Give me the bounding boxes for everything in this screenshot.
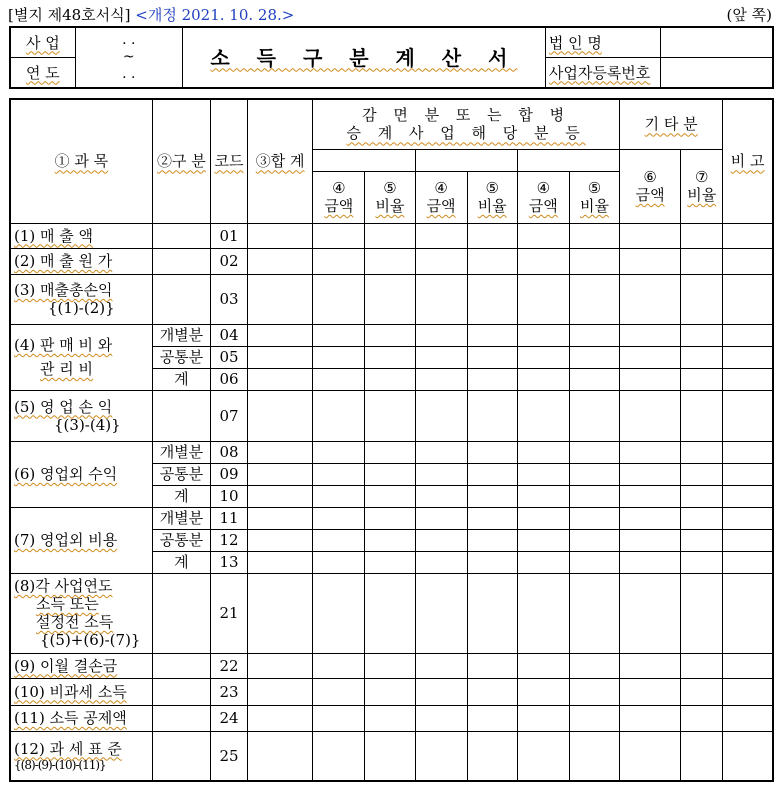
col-total: ③합 계 [248,99,313,223]
cell[interactable] [723,390,773,441]
row-label: (11) 소득 공제액 [10,705,152,731]
row-label: (5) 영 업 손 익 {(3)-(4)} [10,390,152,441]
income-classification-table [9,98,774,782]
cell[interactable] [681,390,723,441]
form-header-line [8,4,774,24]
cell[interactable] [517,248,569,274]
row-label: (3) 매출총손익 {(1)-(2)} [10,274,152,324]
period-tilde: ~ [122,49,135,66]
cell[interactable] [248,678,313,705]
cell[interactable] [569,731,619,781]
row-code: 06 [211,368,248,390]
cell[interactable] [415,705,467,731]
row-division: 개별분 [152,441,210,463]
cell[interactable] [681,551,723,573]
cell[interactable] [313,324,365,346]
reduction-line-1: 감 면 분 또 는 합 병 [362,106,571,125]
cell[interactable] [517,507,569,529]
row-division: 계 [152,368,210,390]
table-row [10,731,773,781]
cell[interactable] [365,324,415,346]
col-other-group: 기 타 분 [620,99,723,149]
row-code: 04 [211,324,248,346]
cell[interactable] [248,551,313,573]
row-label: (10) 비과세 소득 [10,678,152,705]
cell[interactable] [365,529,415,551]
cell[interactable] [365,705,415,731]
row-code: 11 [211,507,248,529]
cell[interactable] [467,390,517,441]
cell[interactable] [569,485,619,507]
cell[interactable] [365,731,415,781]
cell[interactable] [467,274,517,324]
cell[interactable] [681,705,723,731]
cell[interactable] [681,223,723,248]
cell[interactable] [248,368,313,390]
cell[interactable] [620,346,681,368]
revision-date: <개정 2021. 10. 28.> [135,6,295,24]
cell[interactable] [681,731,723,781]
cell[interactable] [365,248,415,274]
row-label: (1) 매 출 액 [10,223,152,248]
cell[interactable] [415,324,467,346]
cell[interactable] [723,705,773,731]
cell[interactable] [517,705,569,731]
cell[interactable] [467,368,517,390]
col-code: 코드 [211,99,248,223]
cell[interactable] [620,441,681,463]
cell[interactable] [313,529,365,551]
cell[interactable] [681,346,723,368]
cell[interactable] [248,463,313,485]
cell[interactable] [723,463,773,485]
cell[interactable] [313,463,365,485]
cell[interactable] [620,274,681,324]
cell[interactable] [517,573,569,653]
cell[interactable] [723,485,773,507]
document-title: 소 득 구 분 계 산 서 [182,27,545,88]
cell[interactable] [313,551,365,573]
cell[interactable] [723,223,773,248]
cell[interactable] [569,274,619,324]
form-number-text: [별지 제48호서식] [8,6,131,24]
cell[interactable] [248,223,313,248]
cell[interactable] [313,248,365,274]
row-division[interactable] [152,678,210,705]
cell[interactable] [681,463,723,485]
cell[interactable] [415,223,467,248]
cell[interactable] [313,223,365,248]
cell[interactable] [620,248,681,274]
row-label: (12) 과 세 표 준 {(8)-(9)-(10)-(11)} [10,731,152,781]
row-division[interactable] [152,653,210,678]
cell[interactable] [569,463,619,485]
cell[interactable] [365,368,415,390]
cell[interactable] [569,346,619,368]
cell[interactable] [723,248,773,274]
col-amount-3: ④ 금액 [517,171,569,223]
cell[interactable] [248,248,313,274]
cell[interactable] [467,551,517,573]
cell[interactable] [415,248,467,274]
table-row [10,390,773,441]
cell[interactable] [723,551,773,573]
row-code: 21 [211,573,248,653]
table-row [10,678,773,705]
corp-name-value[interactable] [661,27,773,58]
reduction-subgroup-1[interactable] [313,149,415,171]
row-division: 계 [152,485,210,507]
reduction-subgroup-2[interactable] [415,149,517,171]
cell[interactable] [681,485,723,507]
cell[interactable] [723,678,773,705]
cell[interactable] [365,390,415,441]
cell[interactable] [517,551,569,573]
row-label: (2) 매 출 원 가 [10,248,152,274]
cell[interactable] [313,731,365,781]
table-row [10,573,773,653]
col-remark: 비 고 [723,99,773,223]
cell[interactable] [313,705,365,731]
cell[interactable] [313,346,365,368]
cell[interactable] [517,678,569,705]
table-row [10,324,773,346]
row-code: 03 [211,274,248,324]
business-year-label-1: 사 업 [10,27,75,58]
cell[interactable] [467,705,517,731]
cell[interactable] [248,573,313,653]
cell[interactable] [517,731,569,781]
cell[interactable] [517,274,569,324]
cell[interactable] [248,390,313,441]
cell[interactable] [681,678,723,705]
cell[interactable] [313,653,365,678]
cell[interactable] [681,441,723,463]
cell[interactable] [365,653,415,678]
cell[interactable] [517,529,569,551]
cell[interactable] [723,529,773,551]
row-code: 25 [211,731,248,781]
cell[interactable] [723,573,773,653]
cell[interactable] [467,573,517,653]
cell[interactable] [569,705,619,731]
cell[interactable] [620,485,681,507]
cell[interactable] [415,551,467,573]
cell[interactable] [313,441,365,463]
cell[interactable] [569,678,619,705]
row-division: 계 [152,551,210,573]
cell[interactable] [467,248,517,274]
cell[interactable] [415,441,467,463]
cell[interactable] [723,441,773,463]
header-table [9,26,774,89]
cell[interactable] [620,463,681,485]
cell[interactable] [313,274,365,324]
reduction-line-2: 승 계 사 업 해 당 분 등 [346,124,586,143]
cell[interactable] [681,529,723,551]
cell[interactable] [365,274,415,324]
cell[interactable] [467,731,517,781]
cell[interactable] [569,573,619,653]
cell[interactable] [248,507,313,529]
cell[interactable] [467,678,517,705]
row-division: 공통분 [152,529,210,551]
cell[interactable] [467,324,517,346]
table-row [10,223,773,248]
cell[interactable] [467,653,517,678]
cell[interactable] [365,551,415,573]
cell[interactable] [620,705,681,731]
row-code: 12 [211,529,248,551]
cell[interactable] [517,368,569,390]
cell[interactable] [620,551,681,573]
cell[interactable] [415,573,467,653]
period-start: . . [122,32,136,49]
cell[interactable] [467,507,517,529]
cell[interactable] [569,529,619,551]
cell[interactable] [517,653,569,678]
cell[interactable] [313,678,365,705]
cell[interactable] [620,368,681,390]
row-code: 22 [211,653,248,678]
col-other-ratio: ⑦ 비율 [681,149,723,223]
cell[interactable] [248,653,313,678]
cell[interactable] [248,705,313,731]
cell[interactable] [248,731,313,781]
cell[interactable] [415,678,467,705]
row-code: 07 [211,390,248,441]
cell[interactable] [620,324,681,346]
cell[interactable] [467,346,517,368]
row-label: (6) 영업외 수익 [10,441,152,507]
cell[interactable] [569,507,619,529]
row-code: 24 [211,705,248,731]
cell[interactable] [681,368,723,390]
period-end: . . [122,65,136,82]
cell[interactable] [365,485,415,507]
cell[interactable] [415,529,467,551]
cell[interactable] [723,731,773,781]
row-code: 09 [211,463,248,485]
cell[interactable] [365,678,415,705]
col-ratio-1: ⑤ 비율 [365,171,415,223]
table-row [10,274,773,324]
table-row [10,441,773,463]
row-code: 23 [211,678,248,705]
table-row [10,248,773,274]
biz-reg-value[interactable] [661,58,773,89]
cell[interactable] [415,368,467,390]
cell[interactable] [313,485,365,507]
cell[interactable] [620,573,681,653]
cell[interactable] [365,463,415,485]
page-side: (앞 쪽) [726,6,772,24]
row-label: (7) 영업외 비용 [10,507,152,573]
cell[interactable] [365,346,415,368]
cell[interactable] [415,507,467,529]
cell[interactable] [313,507,365,529]
cell[interactable] [620,529,681,551]
cell[interactable] [365,441,415,463]
cell[interactable] [415,274,467,324]
cell[interactable] [620,223,681,248]
cell[interactable] [415,485,467,507]
cell[interactable] [723,274,773,324]
cell[interactable] [248,324,313,346]
row-code: 13 [211,551,248,573]
cell[interactable] [365,507,415,529]
cell[interactable] [467,485,517,507]
cell[interactable] [723,653,773,678]
row-label: (4) 판 매 비 와 관 리 비 [10,324,152,390]
cell[interactable] [517,463,569,485]
table-row [10,705,773,731]
cell[interactable] [681,653,723,678]
cell[interactable] [467,223,517,248]
row-division[interactable] [152,705,210,731]
cell[interactable] [467,463,517,485]
cell[interactable] [248,346,313,368]
biz-reg-label: 사업자등록번호 [545,58,660,89]
business-year-period[interactable] [75,27,182,88]
cell[interactable] [313,390,365,441]
cell[interactable] [620,653,681,678]
business-year-label-2: 연 도 [10,58,75,89]
cell[interactable] [467,441,517,463]
cell[interactable] [620,731,681,781]
cell[interactable] [620,678,681,705]
cell[interactable] [681,274,723,324]
cell[interactable] [569,390,619,441]
cell[interactable] [313,573,365,653]
cell[interactable] [681,248,723,274]
cell[interactable] [517,324,569,346]
cell[interactable] [569,248,619,274]
cell[interactable] [569,551,619,573]
row-code: 01 [211,223,248,248]
cell[interactable] [517,441,569,463]
cell[interactable] [723,346,773,368]
row-division[interactable] [152,390,210,441]
cell[interactable] [569,653,619,678]
row-division[interactable] [152,274,210,324]
col-division: ②구 분 [152,99,210,223]
table-row [10,507,773,529]
cell[interactable] [681,507,723,529]
row-label: (9) 이월 결손금 [10,653,152,678]
row-code: 10 [211,485,248,507]
cell[interactable] [723,368,773,390]
col-amount-2: ④ 금액 [415,171,467,223]
row-division[interactable] [152,248,210,274]
reduction-subgroup-3[interactable] [517,149,619,171]
cell[interactable] [517,485,569,507]
col-amount-1: ④ 금액 [313,171,365,223]
form-number [8,4,294,25]
col-ratio-3: ⑤ 비율 [569,171,619,223]
cell[interactable] [415,731,467,781]
row-division: 개별분 [152,507,210,529]
cell[interactable] [569,368,619,390]
table-row [10,653,773,678]
cell[interactable] [365,223,415,248]
cell[interactable] [569,324,619,346]
col-reduction-group [313,99,620,149]
row-division[interactable] [152,573,210,653]
cell[interactable] [681,324,723,346]
cell[interactable] [620,390,681,441]
cell[interactable] [517,223,569,248]
row-code: 05 [211,346,248,368]
row-division[interactable] [152,731,210,781]
cell[interactable] [415,346,467,368]
cell[interactable] [569,223,619,248]
cell[interactable] [517,390,569,441]
cell[interactable] [248,274,313,324]
cell[interactable] [248,441,313,463]
cell[interactable] [620,507,681,529]
row-label: (8)각 사업연도 소득 또는 설정전 소득 {(5)+(6)-(7)} [10,573,152,653]
cell[interactable] [415,390,467,441]
cell[interactable] [415,463,467,485]
cell[interactable] [313,368,365,390]
col-other-amount: ⑥ 금액 [620,149,681,223]
cell[interactable] [248,485,313,507]
row-code: 02 [211,248,248,274]
row-code: 08 [211,441,248,463]
cell[interactable] [467,529,517,551]
col-subject: ① 과 목 [10,99,152,223]
row-division: 공통분 [152,463,210,485]
cell[interactable] [415,653,467,678]
cell[interactable] [248,529,313,551]
cell[interactable] [681,573,723,653]
row-division: 공통분 [152,346,210,368]
row-division: 개별분 [152,324,210,346]
corp-name-label: 법 인 명 [545,27,660,58]
cell[interactable] [365,573,415,653]
cell[interactable] [517,346,569,368]
row-division[interactable] [152,223,210,248]
col-ratio-2: ⑤ 비율 [467,171,517,223]
cell[interactable] [569,441,619,463]
cell[interactable] [723,507,773,529]
cell[interactable] [723,324,773,346]
